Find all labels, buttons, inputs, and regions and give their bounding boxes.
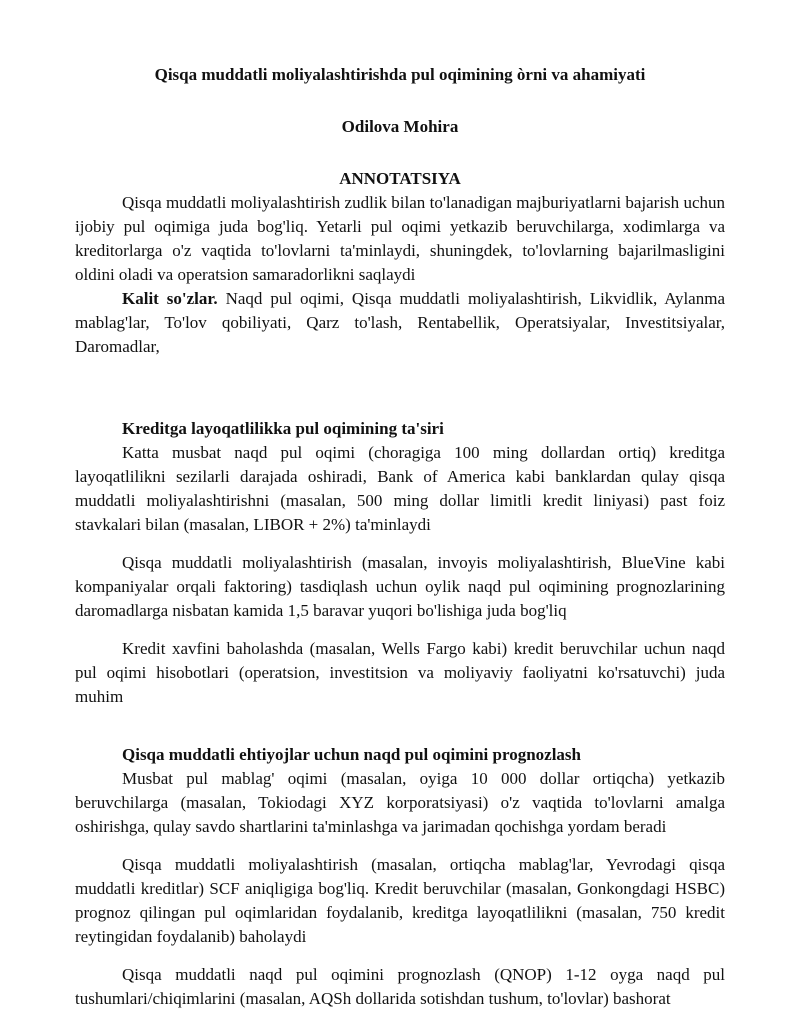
keywords-paragraph [75, 287, 725, 359]
keywords-text: Naqd pul oqimi, Qisqa muddatli moliyalashtirish, Likvidlik, Aylanma mablag'lar, To'lov qobiliyati, Qarz to'lash, Rentabellik, Operatsiyalar, Investitsiyalar, Daromadlar, [75, 289, 725, 356]
section-2-paragraph-3: Qisqa muddatli naqd pul oqimini prognozlash (QNOP) 1-12 oyga naqd pul tushumlari/chiqimlarini (masalan, AQSh dollarida sotishdan tushum, to'lovlar) bashorat [75, 965, 725, 1008]
keywords-label: Kalit so'zlar. [122, 289, 218, 308]
annotation-heading: ANNOTATSIYA [339, 169, 461, 188]
section-2-paragraph-1: Musbat pul mablag' oqimi (masalan, oyiga 10 000 dollar ortiqcha) yetkazib beruvchilarga (masalan, Tokiodagi XYZ korporatsiyasi) o'z vaqtida to'lovlarni amalga oshirishga, qulay savdo shartlarini ta'minlashga va jarimadan qochishga yordam beradi [75, 769, 725, 836]
section-heading-forecasting: Qisqa muddatli ehtiyojlar uchun naqd pul oqimini prognozlash [122, 745, 581, 764]
section-2-paragraph-2: Qisqa muddatli moliyalashtirish (masalan, ortiqcha mablag'lar, Yevrodagi qisqa muddatli kreditlar) SCF aniqligiga bog'liq. Kredit beruvchilar (masalan, Gonkongdagi HSBC) prognoz qilingan pul oqimlaridan foydalanib, kreditga layoqatlilikni (masalan, 750 kredit reytingidan foydalanib) baholaydi [75, 855, 725, 946]
paper-title: Qisqa muddatli moliyalashtirishda pul oqimining òrni va ahamiyati [154, 65, 646, 84]
section-1-paragraph-2: Qisqa muddatli moliyalashtirish (masalan, invoyis moliyalashtirish, BlueVine kabi kompaniyalar orqali faktoring) tasdiqlash uchun oylik naqd pul oqimining prognozlarining daromadlarga nisbatan kamida 1,5 baravar yuqori bo'lishiga juda bog'liq [75, 553, 725, 620]
paper-author: Odilova Mohira [341, 117, 459, 136]
section-1-paragraph-1: Katta musbat naqd pul oqimi (choragiga 100 ming dollardan ortiq) kreditga layoqatlilikni sezilarli darajada oshiradi, Bank of America kabi banklardan qulay qisqa muddatli moliyalashtirishni (masalan, 500 ming dollar limitli kredit liniyasi) past foiz stavkalari bilan (masalan, LIBOR + 2%) ta'minlaydi [75, 443, 725, 534]
annotation-text: Qisqa muddatli moliyalashtirish zudlik bilan to'lanadigan majburiyatlarni bajarish uchun ijobiy pul oqimiga juda bog'liq. Yetarli pul oqimi yetkazib beruvchilarga, xodimlarga va kreditorlarga o'z vaqtida to'lovlarni ta'minlaydi, shuningdek, to'lovlarning bajarilmasligini oldini oladi va operatsion samaradorlikni saqlaydi [75, 193, 725, 284]
section-1-paragraph-3: Kredit xavfini baholashda (masalan, Wells Fargo kabi) kredit beruvchilar uchun naqd pul oqimi hisobotlari (operatsion, investitsion va moliyaviy faoliyatni ko'rsatuvchi) juda muhim [75, 639, 725, 706]
section-heading-creditworthiness: Kreditga layoqatlilikka pul oqimining ta'siri [122, 419, 444, 438]
